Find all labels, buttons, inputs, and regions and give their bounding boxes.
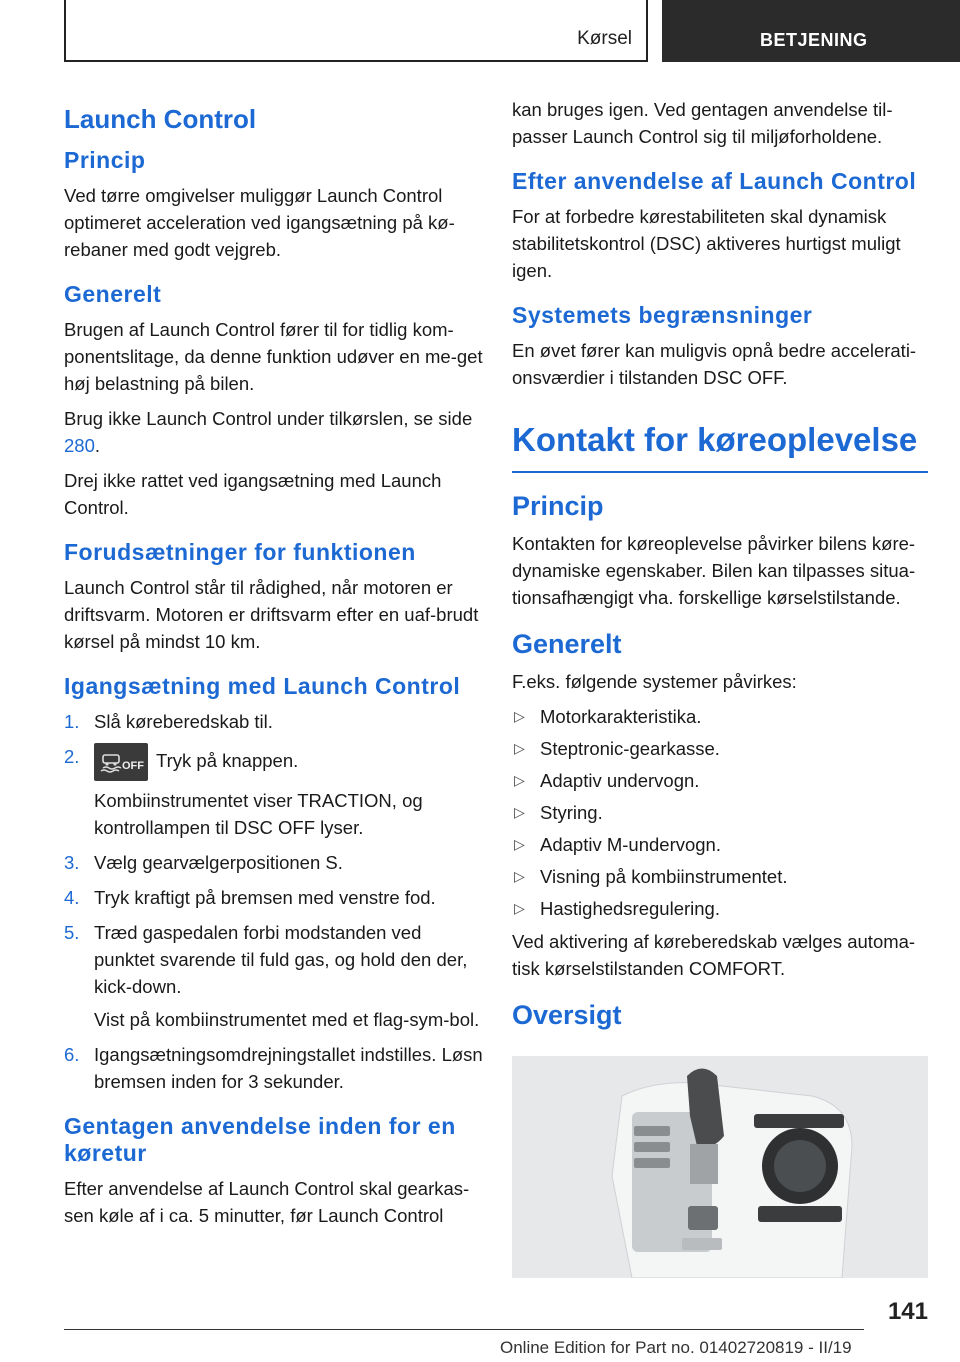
- list-item-text: Motorkarakteristika.: [540, 706, 702, 727]
- step-number: 6.: [64, 1044, 80, 1065]
- step-1: [64, 708, 484, 735]
- princip-text-2: Kontakten for køreoplevelse påvirker bilens køre-dynamiske egenskaber. Bilen kan tilpasses situa-tionsafhængigt vha. forskellige kørselstilstande.: [512, 533, 916, 608]
- gentagen-text: Efter anvendelse af Launch Control skal gearkas-sen køle af i ca. 5 minutter, før Launch Control: [64, 1178, 470, 1226]
- footer-divider: [64, 1329, 864, 1330]
- list-item: [512, 767, 932, 794]
- system-text: En øvet fører kan muligvis opnå bedre accelerati-onsværdier i tilstanden DSC OFF.: [512, 340, 917, 388]
- triangle-bullet-icon: ▷: [514, 836, 525, 852]
- tab-koersel: [64, 0, 648, 62]
- console-illustration: [512, 1056, 928, 1278]
- continued-text: kan bruges igen. Ved gentagen anvendelse til-passer Launch Control sig til miljøforholdene.: [512, 99, 893, 147]
- page-header: [0, 0, 960, 66]
- step-text: Igangsætningsomdrejningstallet indstilles. Løsn bremsen inden for 3 sekunder.: [94, 1044, 483, 1092]
- generelt-intro: F.eks. følgende systemer påvirkes:: [512, 671, 797, 692]
- heading-systemets-begraensninger: Systemets begrænsninger: [512, 302, 813, 328]
- step-text: Træd gaspedalen forbi modstanden ved punktet svarende til fuld gas, og hold den der, kick-down.: [94, 922, 468, 997]
- page-number: 141: [887, 1298, 928, 1325]
- step-5: [64, 919, 484, 1033]
- car-skid-icon: [100, 751, 122, 773]
- dsc-off-button-icon: [94, 743, 148, 781]
- triangle-bullet-icon: ▷: [514, 868, 525, 884]
- list-item: [512, 831, 932, 858]
- page-link-280[interactable]: 280: [64, 435, 95, 456]
- triangle-bullet-icon: ▷: [514, 740, 525, 756]
- list-item-text: Visning på kombiinstrumentet.: [540, 866, 788, 887]
- steps-list: [64, 708, 484, 1095]
- heading-gentagen: Gentagen anvendelse inden for en køretur: [64, 1113, 456, 1166]
- tab-betjening-label: BETJENING: [760, 30, 868, 50]
- princip-text: Ved tørre omgivelser muliggør Launch Control optimeret acceleration ved igangsætning på kø-rebaner med godt vejgreb.: [64, 185, 455, 260]
- list-item: [512, 703, 932, 730]
- tab-betjening: [662, 0, 960, 62]
- step-2: [64, 743, 484, 841]
- systems-list: [512, 703, 932, 922]
- list-item-text: Adaptiv undervogn.: [540, 770, 700, 791]
- step-number: 2.: [64, 746, 80, 767]
- heading-igangsaetning: Igangsætning med Launch Control: [64, 673, 461, 699]
- triangle-bullet-icon: ▷: [514, 900, 525, 916]
- section-title-launch-control: Launch Control: [64, 104, 257, 134]
- section-title-kontakt: Kontakt for køreoplevelse: [512, 421, 928, 473]
- step-extra: Vist på kombiinstrumentet med et flag-sym-bol.: [94, 1009, 480, 1030]
- step-number: 5.: [64, 922, 80, 943]
- heading-princip: Princip: [64, 147, 146, 173]
- generelt-outro: Ved aktivering af køreberedskab vælges automa-tisk kørselstilstanden COMFORT.: [512, 931, 916, 979]
- step-extra: Kombiinstrumentet viser TRACTION, og kontrollampen til DSC OFF lyser.: [94, 790, 423, 838]
- step-3: [64, 849, 484, 876]
- efter-text: For at forbedre kørestabiliteten skal dynamisk stabilitetskontrol (DSC) aktiveres hurtigst muligt igen.: [512, 206, 901, 281]
- step-text: Tryk kraftigt på bremsen med venstre fod.: [94, 887, 436, 908]
- list-item-text: Hastighedsregulering.: [540, 898, 720, 919]
- list-item: [512, 799, 932, 826]
- triangle-bullet-icon: ▷: [514, 804, 525, 820]
- edition-note: Online Edition for Part no. 01402720819 - II/19: [500, 1338, 852, 1357]
- heading-generelt-2: Generelt: [512, 629, 622, 659]
- heading-efter-anvendelse: Efter anvendelse af Launch Control: [512, 168, 917, 194]
- heading-princip-2: Princip: [512, 491, 604, 521]
- heading-generelt: Generelt: [64, 281, 162, 307]
- generelt-text-1: Brugen af Launch Control fører til for tidlig kom-ponentslitage, da denne funktion udøver en me-get høj belastning på bilen.: [64, 319, 483, 394]
- step-number: 1.: [64, 711, 80, 732]
- list-item: [512, 735, 932, 762]
- step-text: Tryk på knappen.: [156, 749, 299, 771]
- step-4: [64, 884, 484, 911]
- right-column: [512, 96, 932, 1039]
- list-item: [512, 863, 932, 890]
- list-item-text: Adaptiv M-undervogn.: [540, 834, 721, 855]
- generelt-text-2: [64, 405, 484, 459]
- dsc-off-label: OFF: [122, 760, 144, 772]
- step-text: Slå køreberedskab til.: [94, 711, 273, 732]
- step-text: Vælg gearvælgerpositionen S.: [94, 852, 343, 873]
- generelt-text-2-pre: Brug ikke Launch Control under tilkørslen, se side: [64, 408, 473, 429]
- heading-oversigt: Oversigt: [512, 1000, 622, 1030]
- generelt-text-2-post: .: [94, 435, 101, 456]
- step-number: 4.: [64, 887, 80, 908]
- center-console-photo: [512, 1056, 928, 1278]
- triangle-bullet-icon: ▷: [514, 772, 525, 788]
- forudsaetninger-text: Launch Control står til rådighed, når motoren er driftsvarm. Motoren er driftsvarm efter en uaf-brudt kørsel på mindst 10 km.: [64, 577, 479, 652]
- heading-forudsaetninger: Forudsætninger for funktionen: [64, 539, 416, 565]
- list-item: [512, 895, 932, 922]
- generelt-text-3: Drej ikke rattet ved igangsætning med Launch Control.: [64, 470, 442, 518]
- tab-koersel-label: Kørsel: [577, 28, 632, 49]
- list-item-text: Styring.: [540, 802, 603, 823]
- left-column: [64, 96, 484, 1237]
- step-6: [64, 1041, 484, 1095]
- step-number: 3.: [64, 852, 80, 873]
- triangle-bullet-icon: ▷: [514, 708, 525, 724]
- list-item-text: Steptronic-gearkasse.: [540, 738, 720, 759]
